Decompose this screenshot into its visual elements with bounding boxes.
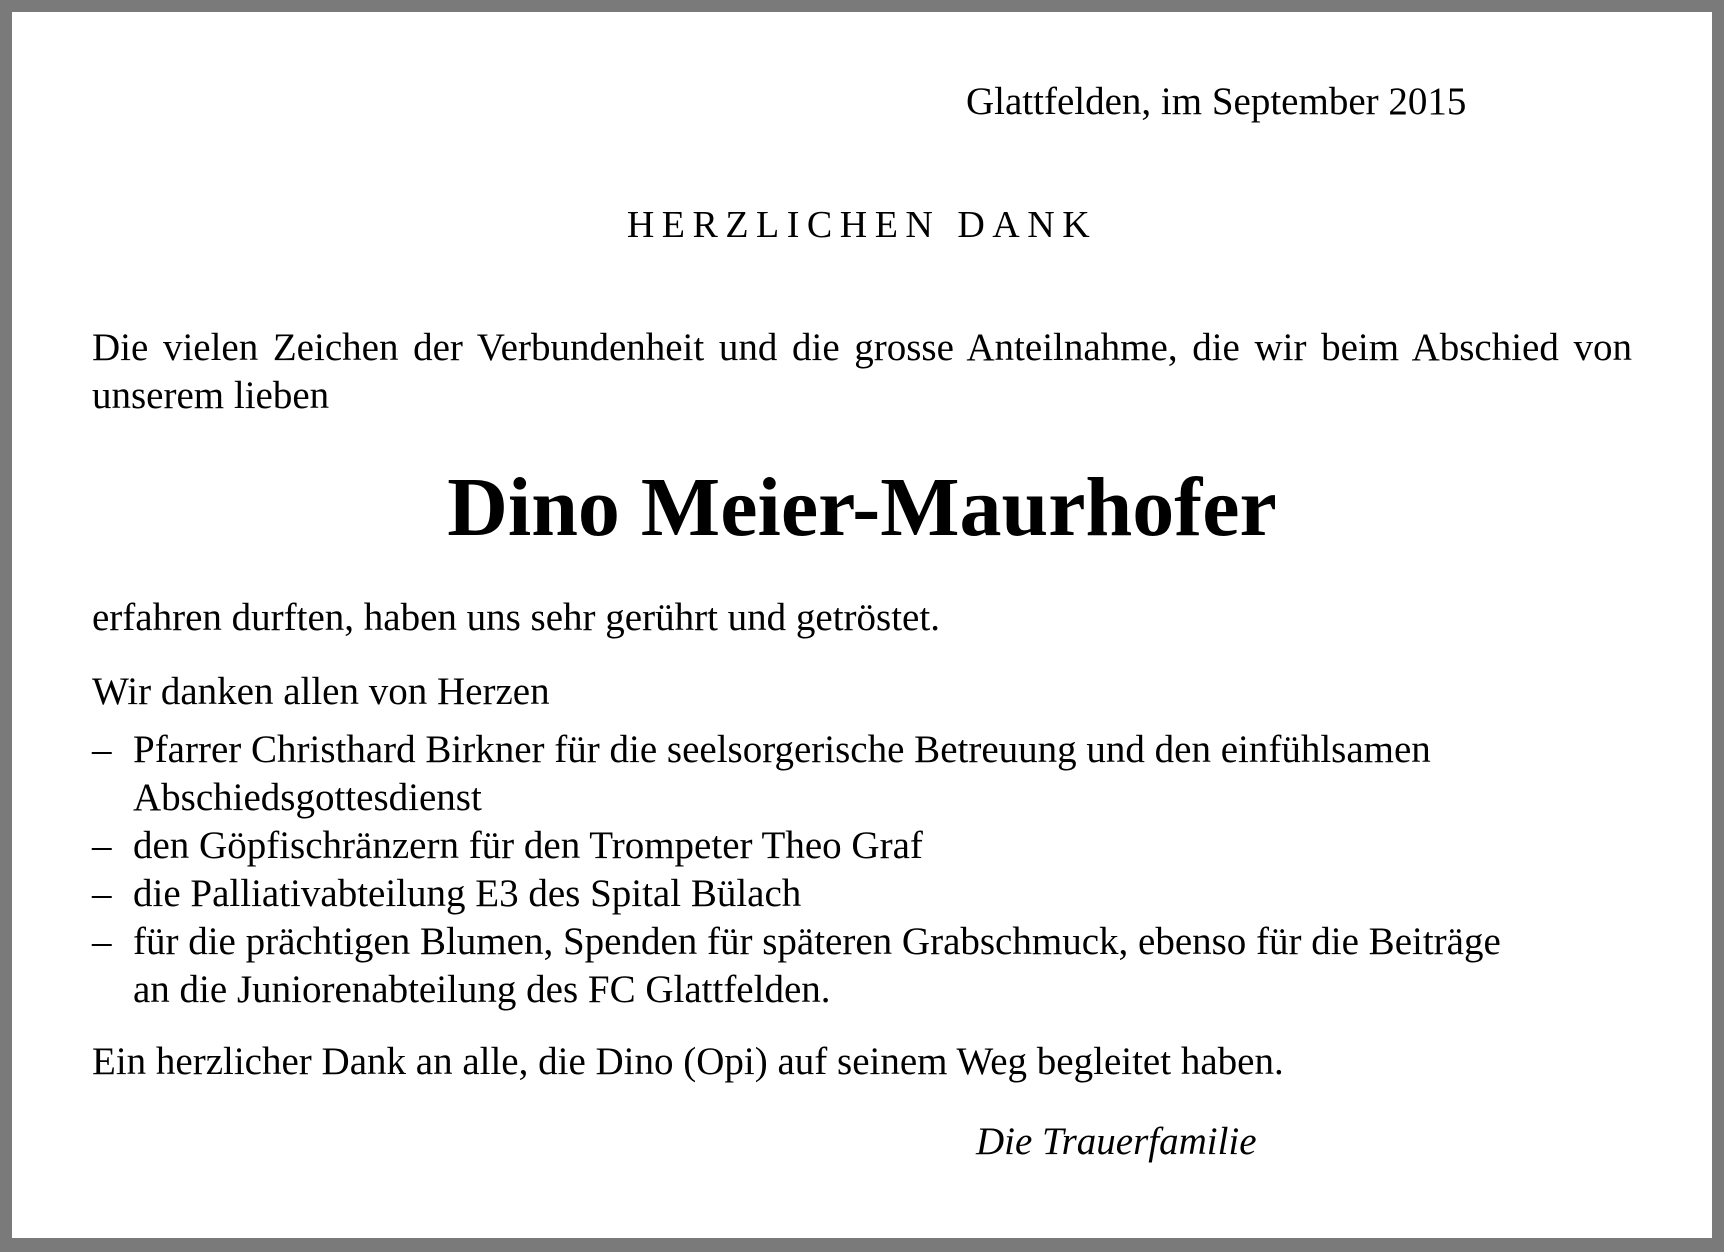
dash-bullet: – — [92, 872, 112, 915]
notice-heading: HERZLICHEN DANK — [626, 204, 1098, 246]
thanks-item-text-continued: an die Juniorenabteilung des FC Glattfelden. — [133, 968, 831, 1011]
after-name-text: erfahren durften, haben uns sehr gerührt und getröstet. — [92, 596, 940, 639]
thanks-item-text: den Göpfischränzern für den Trompeter Theo Graf — [133, 824, 923, 867]
thanks-item — [92, 726, 1632, 822]
place-date: Glattfelden, im September 2015 — [966, 80, 1467, 123]
dash-bullet: – — [92, 824, 112, 867]
deceased-name: Dino Meier-Maurhofer — [447, 461, 1277, 554]
thanks-item — [92, 870, 1632, 918]
dash-bullet: – — [92, 920, 112, 963]
signature: Die Trauerfamilie — [976, 1120, 1257, 1163]
thanks-item-text: die Palliativabteilung E3 des Spital Bülach — [133, 872, 802, 915]
thanks-item-text-continued: Abschiedsgottesdienst — [133, 776, 482, 819]
thanks-list — [92, 726, 1632, 1014]
thanks-item — [92, 918, 1632, 1014]
thanks-lead: Wir danken allen von Herzen — [92, 670, 550, 713]
intro-text: Die vielen Zeichen der Verbundenheit und die grosse Anteilnahme, die wir beim Abschied von unserem lieben — [92, 326, 1632, 417]
thanks-item-text: für die prächtigen Blumen, Spenden für späteren Grabschmuck, ebenso für die Beiträge — [133, 920, 1501, 963]
closing-text: Ein herzlicher Dank an alle, die Dino (Opi) auf seinem Weg begleitet haben. — [92, 1040, 1284, 1083]
dash-bullet: – — [92, 728, 112, 771]
thanks-item — [92, 822, 1632, 870]
thanks-item-text: Pfarrer Christhard Birkner für die seelsorgerische Betreuung und den einfühlsamen — [133, 728, 1431, 771]
